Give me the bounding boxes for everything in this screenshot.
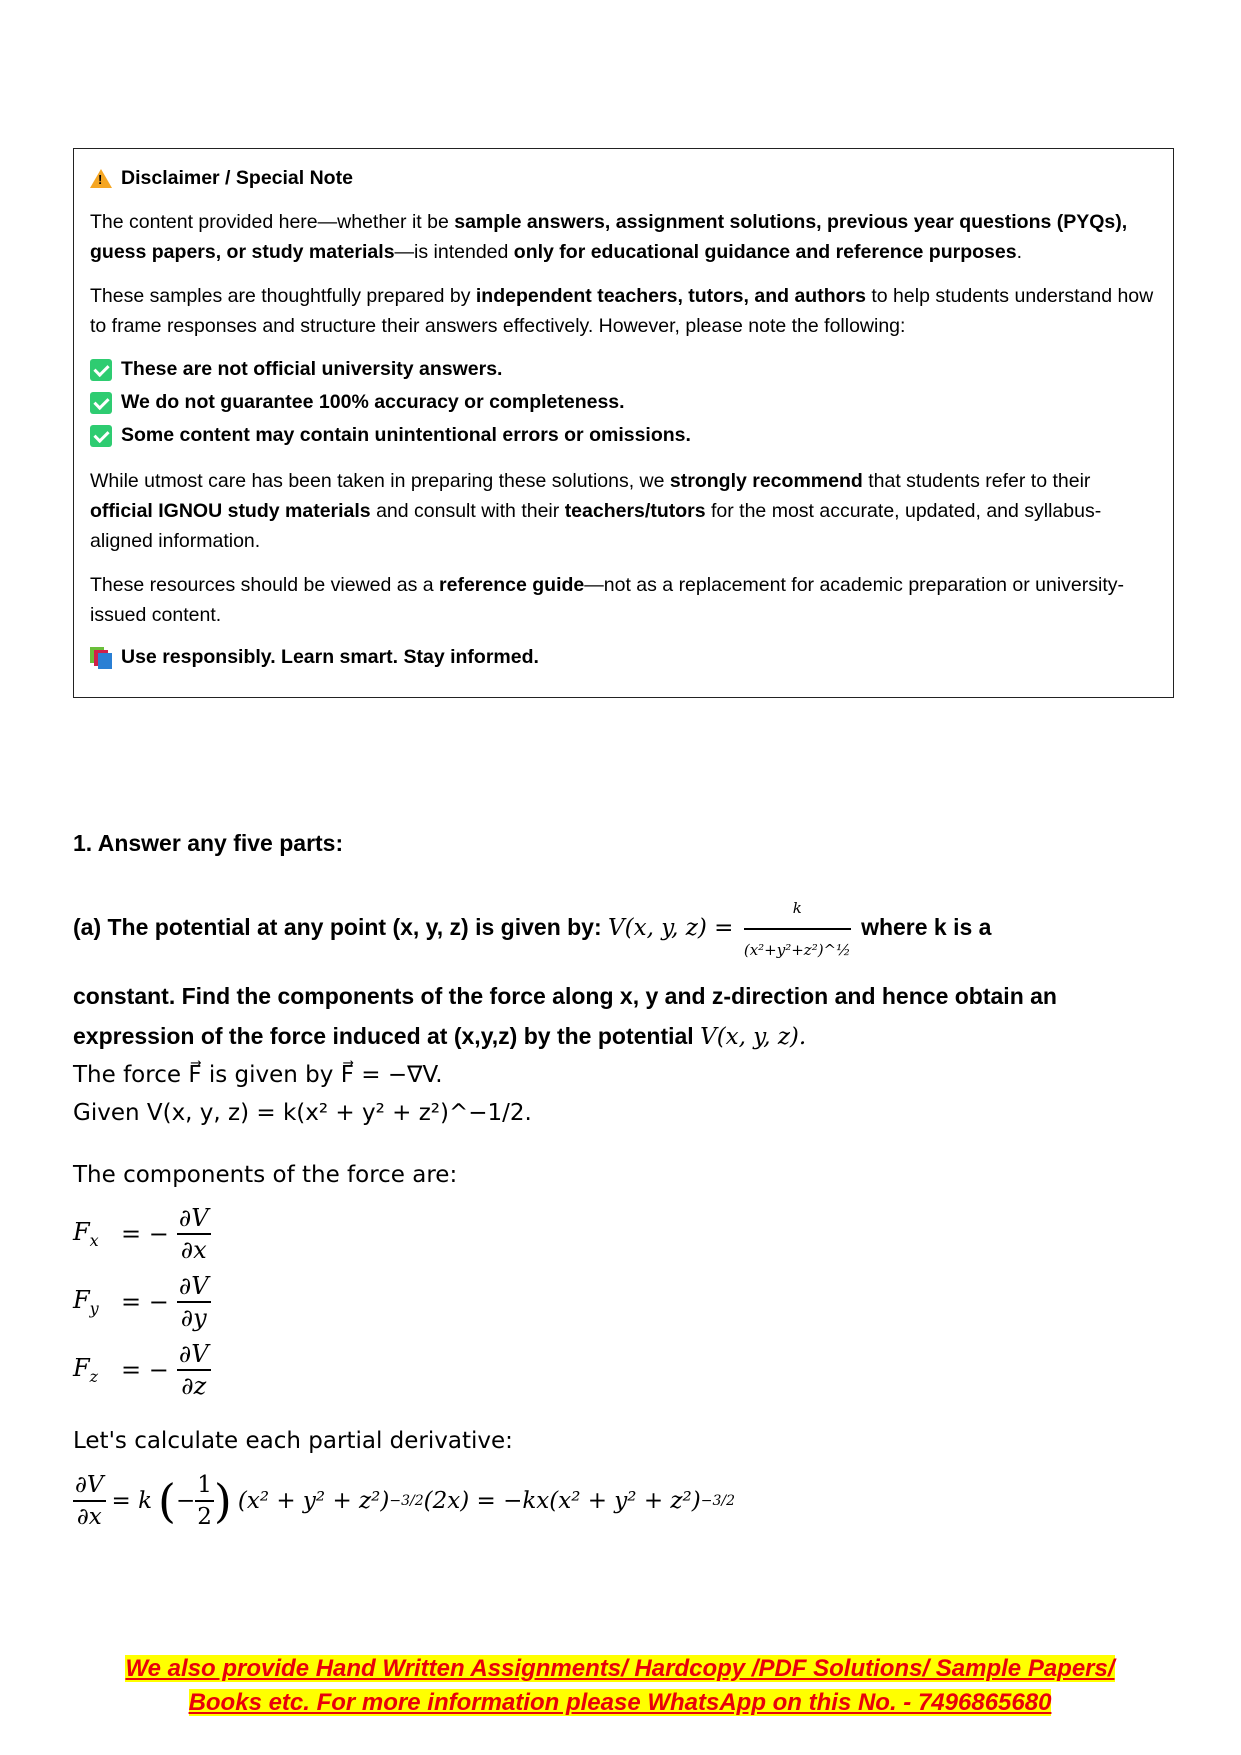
component-equation: $F_y$ = − $\frac{\partial V}{\partial y}$: [73, 1272, 209, 1332]
promo-line-1: We also provide Hand Written Assignments/ Hardcopy /PDF Solutions/ Sample Papers/: [125, 1655, 1115, 1682]
question-part-a: (a) The potential at any point (x, y, z) is given by: V(x, y, z) = $\frac{k}{\text{(x²+y²+z²)\textasciicircum{}½}}$ where k is a constant. Find the components of the force along x, y and z-direction and hence obtain an expression of the force induced at (x,y,z) by the potential V(x, y, z).: [73, 888, 1173, 1057]
given-potential: Given V(x, y, z) = k(x² + y² + z²)^−1/2.: [73, 1100, 532, 1126]
force-definition: The force F⃗ is given by F⃗ = −∇V.: [73, 1062, 443, 1088]
question-heading: 1. Answer any five parts:: [73, 830, 344, 856]
check-icon: [90, 359, 112, 381]
disclaimer-paragraph-4: These resources should be viewed as a reference guide—not as a replacement for academic preparation or university-issued content.: [90, 574, 1125, 626]
promo-line-2: Books etc. For more information please WhatsApp on this No. - 7496865680: [188, 1689, 1052, 1716]
components-intro: The components of the force are:: [73, 1162, 458, 1188]
check-icon: [90, 392, 112, 414]
disclaimer-footer: Use responsibly. Learn smart. Stay informed.: [90, 646, 1157, 669]
component-equation: $F_z$ = − $\frac{\partial V}{\partial z}$: [73, 1340, 209, 1400]
disclaimer-paragraph-2: These samples are thoughtfully prepared by independent teachers, tutors, and authors to help students understand how to frame responses and structure their answers effectively. However, please note the following:: [90, 285, 1154, 337]
potential-fraction: $\frac{k}{\text{(x²+y²+z²)\textasciicircum{}½}}$: [744, 888, 851, 970]
books-icon: [90, 647, 112, 669]
check-icon: [90, 425, 112, 447]
force-components: [73, 1200, 211, 1404]
potential-expression: V(x, y, z) =: [608, 915, 734, 942]
partial-derivative-x: $\frac{\partial V}{\partial x}$ = k ( − $\frac{1}{2}$ ) (x² + y² + z²) −3/2 (2x) = −kx(x² + y² + z²) −3/2: [75, 1472, 735, 1530]
disclaimer-title: ! Disclaimer / Special Note: [90, 163, 1157, 193]
component-equation: $F_x$ = − $\frac{\partial V}{\partial x}$: [73, 1204, 209, 1264]
disclaimer-paragraph-3: While utmost care has been taken in preparing these solutions, we strongly recommend that students refer to their official IGNOU study materials and consult with their teachers/tutors for the most accurate, updated, and syllabus-aligned information.: [90, 470, 1102, 552]
disclaimer-checklist: [90, 353, 1157, 452]
calc-intro: Let's calculate each partial derivative:: [73, 1428, 513, 1454]
promo-banner: [95, 1652, 1145, 1720]
checklist-item: We do not guarantee 100% accuracy or completeness.: [90, 386, 1157, 419]
checklist-item: Some content may contain unintentional errors or omissions.: [90, 419, 1157, 452]
disclaimer-box: [73, 148, 1174, 698]
checklist-item: These are not official university answers.: [90, 353, 1157, 386]
warning-icon: [90, 169, 112, 188]
disclaimer-paragraph-1: The content provided here—whether it be sample answers, assignment solutions, previous year questions (PYQs), guess papers, or study materials—is intended only for educational guidance and reference purposes.: [90, 211, 1128, 263]
